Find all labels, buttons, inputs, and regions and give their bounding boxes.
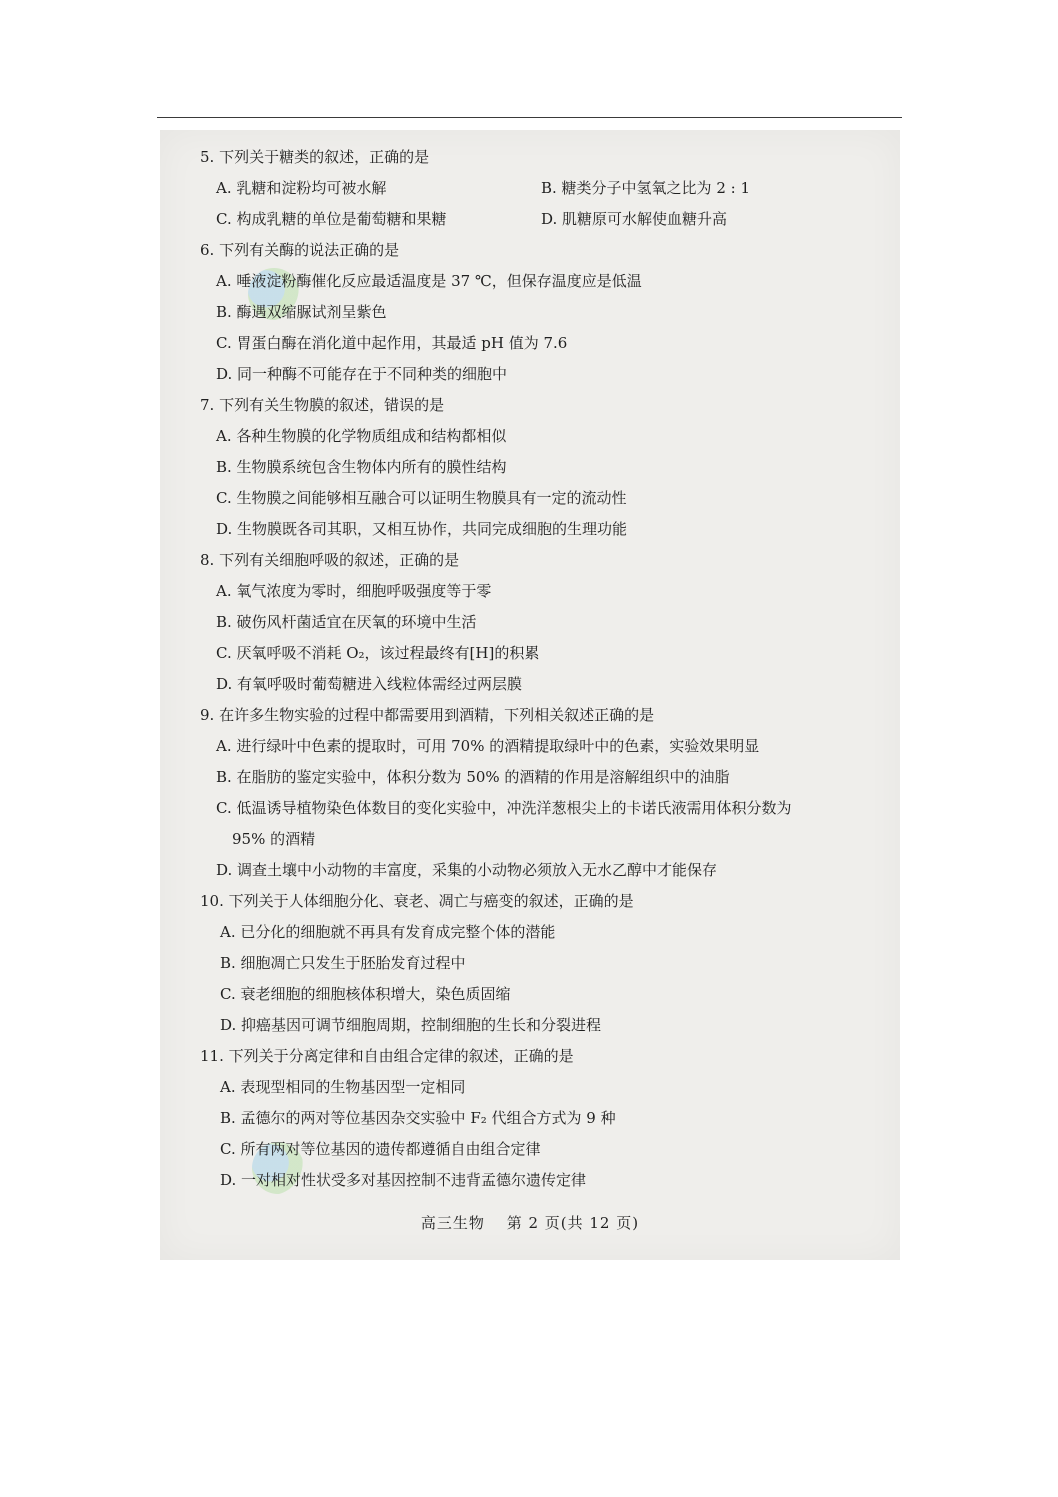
option-b: B. 细胞凋亡只发生于胚胎发育过程中 — [220, 954, 466, 972]
question-9 — [160, 700, 900, 886]
option-b: B. 生物膜系统包含生物体内所有的膜性结构 — [216, 458, 507, 476]
option-b: B. 在脂肪的鉴定实验中，体积分数为 50% 的酒精的作用是溶解组织中的油脂 — [216, 768, 730, 786]
question-stem: 5. 下列关于糖类的叙述，正确的是 — [200, 148, 430, 166]
question-10 — [160, 886, 900, 1041]
question-stem: 9. 在许多生物实验的过程中都需要用到酒精，下列相关叙述正确的是 — [200, 706, 655, 724]
option-a: A. 各种生物膜的化学物质组成和结构都相似 — [216, 427, 507, 445]
question-11 — [160, 1041, 900, 1196]
question-stem: 11. 下列关于分离定律和自由组合定律的叙述，正确的是 — [200, 1047, 574, 1065]
option-d: D. 生物膜既各司其职，又相互协作，共同完成细胞的生理功能 — [216, 520, 628, 538]
option-c: C. 所有两对等位基因的遗传都遵循自由组合定律 — [220, 1140, 541, 1158]
option-b: B. 孟德尔的两对等位基因杂交实验中 F₂ 代组合方式为 9 种 — [220, 1109, 616, 1127]
option-a: A. 进行绿叶中色素的提取时，可用 70% 的酒精提取绿叶中的色素，实验效果明显 — [216, 737, 760, 755]
option-b: B. 酶遇双缩脲试剂呈紫色 — [216, 303, 387, 321]
question-stem: 10. 下列关于人体细胞分化、衰老、凋亡与癌变的叙述，正确的是 — [200, 892, 634, 910]
option-c: C. 生物膜之间能够相互融合可以证明生物膜具有一定的流动性 — [216, 489, 627, 507]
option-a: A. 唾液淀粉酶催化反应最适温度是 37 ℃，但保存温度应是低温 — [216, 272, 642, 290]
option-c: C. 衰老细胞的细胞核体积增大，染色质固缩 — [220, 985, 511, 1003]
question-stem: 8. 下列有关细胞呼吸的叙述，正确的是 — [200, 551, 460, 569]
option-row — [160, 173, 900, 204]
top-rule — [157, 117, 902, 118]
question-5 — [160, 142, 900, 235]
option-a: A. 乳糖和淀粉均可被水解 — [216, 179, 387, 197]
option-b: B. 糖类分子中氢氧之比为 2 : 1 — [541, 179, 751, 197]
option-d: D. 调查土壤中小动物的丰富度，采集的小动物必须放入无水乙醇中才能保存 — [216, 861, 718, 879]
question-stem: 7. 下列有关生物膜的叙述，错误的是 — [200, 396, 445, 414]
option-d: D. 肌糖原可水解使血糖升高 — [541, 210, 728, 228]
option-row — [160, 204, 900, 235]
question-8 — [160, 545, 900, 700]
question-stem: 6. 下列有关酶的说法正确的是 — [200, 241, 400, 259]
option-a: A. 氧气浓度为零时，细胞呼吸强度等于零 — [216, 582, 492, 600]
question-6 — [160, 235, 900, 390]
footer-subject: 高三生物 — [420, 1214, 485, 1232]
option-a: A. 已分化的细胞就不再具有发育成完整个体的潜能 — [220, 923, 556, 941]
option-c-continuation: 95% 的酒精 — [232, 830, 316, 848]
option-d: D. 有氧呼吸时葡萄糖进入线粒体需经过两层膜 — [216, 675, 523, 693]
option-d: D. 同一种酶不可能存在于不同种类的细胞中 — [216, 365, 508, 383]
option-c: C. 构成乳糖的单位是葡萄糖和果糖 — [216, 210, 447, 228]
option-d: D. 抑癌基因可调节细胞周期，控制细胞的生长和分裂进程 — [220, 1016, 602, 1034]
option-c: C. 胃蛋白酶在消化道中起作用，其最适 pH 值为 7.6 — [216, 334, 568, 352]
question-7 — [160, 390, 900, 545]
page-footer — [160, 1212, 900, 1233]
option-b: B. 破伤风杆菌适宜在厌氧的环境中生活 — [216, 613, 477, 631]
option-c: C. 厌氧呼吸不消耗 O₂，该过程最终有[H]的积累 — [216, 644, 540, 662]
footer-page-number: 第 2 页(共 12 页) — [506, 1214, 640, 1232]
option-d: D. 一对相对性状受多对基因控制不违背孟德尔遗传定律 — [220, 1171, 587, 1189]
question-list — [160, 142, 900, 1196]
option-a: A. 表现型相同的生物基因型一定相同 — [220, 1078, 466, 1096]
option-c: C. 低温诱导植物染色体数目的变化实验中，冲洗洋葱根尖上的卡诺氏液需用体积分数为 — [216, 799, 792, 817]
scanned-page — [160, 130, 900, 1260]
